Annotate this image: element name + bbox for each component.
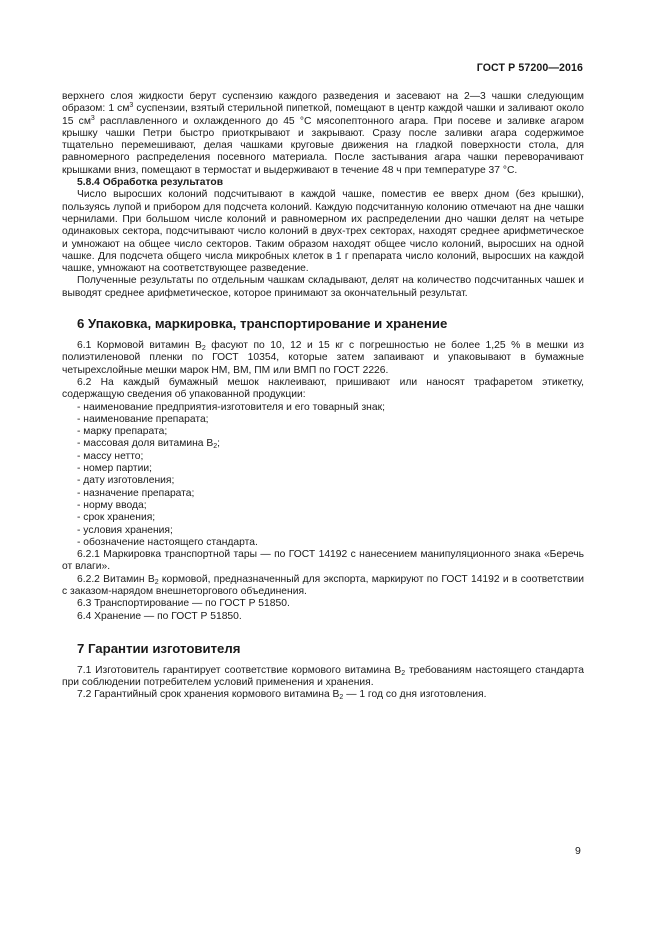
paragraph-6-1: 6.1 Кормовой витамин $В_2$ фасуют по 10, 12 и 15 кг с погрешностью не более 1,25 % в мешки из полиэтиленовой пленки по ГОСТ 10354, которые затем запаивают и упаковывают в бумажные четырехслойные мешки марок НМ, ВМ, ПМ или ВМП по ГОСТ 2226.: [62, 340, 584, 376]
paragraph-6-2-2: 6.2.2 Витамин $В_2$ кормовой, предназначенный для экспорта, маркируют по ГОСТ 14192 и в соответствии с заказом-нарядом внешнеторгового объединения.: [62, 573, 584, 597]
paragraph-6-2: 6.2 На каждый бумажный мешок наклеивают, пришивают или наносят трафаретом этикетку, содержащую сведения об упакованной продукции:: [62, 376, 584, 401]
paragraph-results: Полученные результаты по отдельным чашкам складывают, делят на количество подсчитанных чашек и выводят среднее арифметическое, которое принимают за окончательный результат.: [62, 275, 584, 299]
list-item: - номер партии;: [77, 463, 152, 475]
list-item: - наименование препарата;: [77, 413, 209, 425]
list-item: - наименование предприятия-изготовителя и его товарный знак;: [77, 401, 385, 413]
list-item: - марку препарата;: [77, 426, 168, 438]
subsection-title-5-8-4: 5.8.4 Обработка результатов: [77, 177, 224, 189]
paragraph-inoculation: верхнего слоя жидкости берут суспензию каждого разведения и засевают на 2—3 чашки следующим образом: 1 $см^3$ суспензии, взятый стерильной пипеткой, помещают в центр каждой чашки и заливают около 15 $см^3$ расплавленного и охлажденного до 45 °С мясопептонного агара. При посеве и заливке агаром крышку чашки Петри быстро приоткрывают и закрывают. Сразу после заливки агара содержимое тщательно перемешивают, делая чашками круговые движения на гладкой поверхности стола, для равномерного распределения посевного материала. После застывания агара чашки переворачивают крышками вниз, помещают в термостат и выдерживают в течение 48 ч при температуре 37 °С.: [62, 91, 585, 176]
list-item: - срок хранения;: [77, 512, 156, 524]
paragraph-7-2: 7.2 Гарантийный срок хранения кормового витамина $В_2$ — 1 год со дня изготовления.: [77, 689, 487, 702]
paragraph-6-2-1: 6.2.1 Маркировка транспортной тары — по ГОСТ 14192 с нанесением манипуляционного знака «Беречь от влаги».: [62, 549, 584, 573]
list-item: - норму ввода;: [77, 499, 147, 511]
page-number: 9: [575, 845, 581, 857]
paragraph-7-1: 7.1 Изготовитель гарантирует соответствие кормового витамина $В_2$ требованиям настоящего стандарта при соблюдении потребителем условий применения и хранения.: [62, 664, 584, 689]
list-item: - дату изготовления;: [77, 475, 175, 487]
paragraph-colony-count: Число выросших колоний подсчитывают в каждой чашке, поместив ее вверх дном (без крышки), пользуясь лупой и прибором для подсчета колоний. Каждую подсчитанную колонию отмечают на дне чашки чернилами. При большом числе колоний и равномерном их распределении дно чашки делят на четыре одинаковых сектора, подсчитывают число колоний в двух-трех секторах, находят среднее арифметическое и умножают на общее число секторов. Таким образом находят общее число колоний, выросших на одной чашке. Для подсчета общего числа микробных клеток в 1 г препарата число колоний, выросших на каждой чашке, умножают на соответствующее разведение.: [62, 189, 584, 275]
list-item: - назначение препарата;: [77, 487, 195, 499]
list-item: - массу нетто;: [77, 450, 144, 462]
list-item: - обозначение настоящего стандарта.: [77, 536, 258, 548]
list-item: - массовая доля витамина $В_2$;: [77, 438, 221, 451]
document-header: ГОСТ Р 57200—2016: [476, 62, 583, 74]
paragraph-6-3: 6.3 Транспортирование — по ГОСТ Р 51850.: [77, 598, 290, 610]
section-title-6: 6 Упаковка, маркировка, транспортирование и хранение: [77, 316, 448, 332]
list-item: - условия хранения;: [77, 524, 173, 536]
page-content: [62, 91, 584, 702]
paragraph-6-4: 6.4 Хранение — по ГОСТ Р 51850.: [77, 610, 242, 622]
section-title-7: 7 Гарантии изготовителя: [77, 640, 241, 656]
